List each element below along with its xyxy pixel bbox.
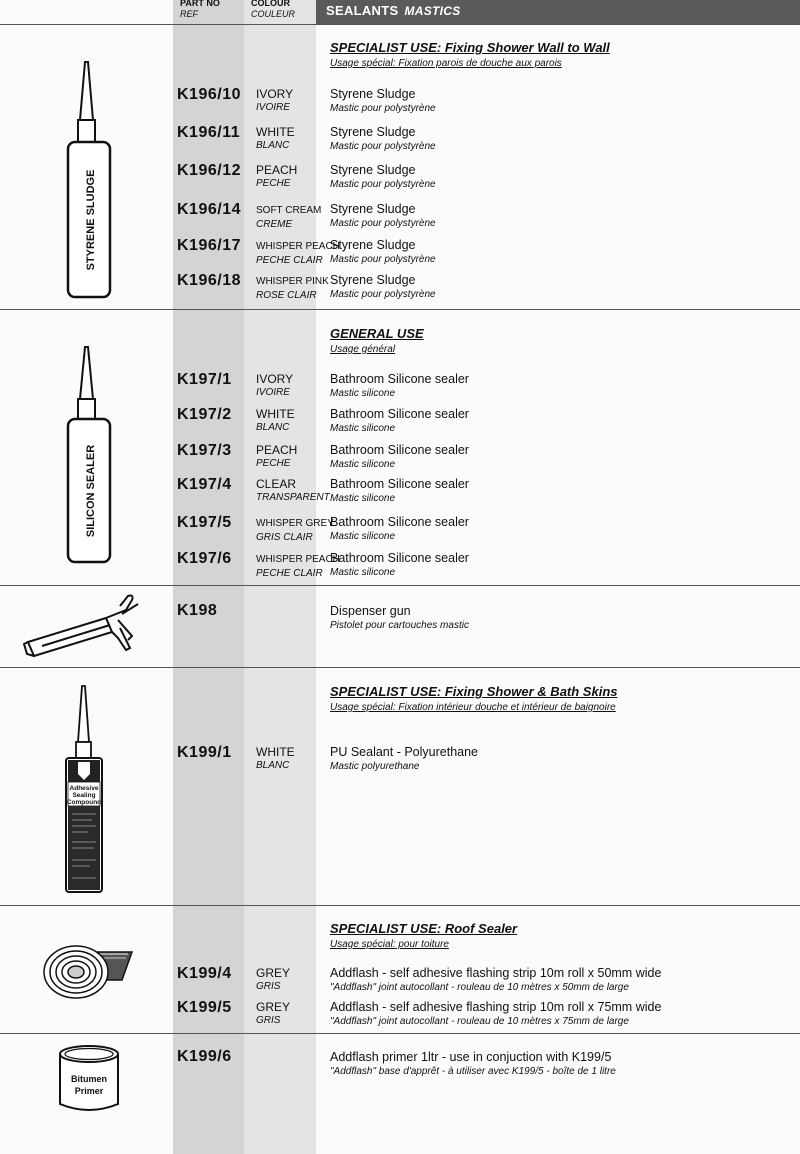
colour-en: IVORY: [256, 87, 294, 101]
colour-cell: [256, 477, 330, 505]
part-number: K199/5: [177, 999, 232, 1016]
colour-cell: [256, 372, 293, 400]
colour-cell: [256, 966, 290, 994]
colour-fr: BLANC: [256, 422, 290, 433]
description-fr: Mastic silicone: [330, 388, 396, 399]
description-fr: Mastic silicone: [330, 493, 396, 504]
description-cell: [330, 125, 436, 153]
description-en: Dispenser gun: [330, 604, 411, 618]
colour-fr: IVOIRE: [256, 102, 290, 113]
colour-label: COLOUR: [251, 0, 290, 8]
part-number: K199/1: [177, 744, 232, 761]
pu-label-line-1: Adhesive: [69, 785, 99, 792]
colour-cell: [256, 202, 321, 232]
table-row: [0, 201, 800, 237]
section-subtitle: Usage spécial: Fixation parois de douche aux parois: [330, 58, 562, 69]
table-row: [0, 744, 800, 780]
colour-header: [244, 0, 316, 24]
description-en: Addflash primer 1ltr - use in conjuction with K199/5: [330, 1050, 612, 1064]
description-en: Bathroom Silicone sealer: [330, 515, 469, 529]
description-fr: "Addflash" joint autocollant - rouleau de 10 mètres x 50mm de large: [330, 982, 629, 993]
part-number: K196/10: [177, 86, 241, 103]
colour-fr: GRIS CLAIR: [256, 532, 313, 543]
description-en: Addflash - self adhesive flashing strip 10m roll x 75mm wide: [330, 1000, 662, 1014]
colour-fr: TRANSPARENT: [256, 492, 330, 503]
table-row: [0, 476, 800, 512]
colour-cell: [256, 745, 295, 773]
description-cell: [330, 477, 469, 505]
colour-en: SOFT CREAM: [256, 205, 322, 216]
description-en: Styrene Sludge: [330, 125, 416, 139]
part-number: K199/4: [177, 965, 232, 982]
table-row: [0, 442, 800, 478]
colour-fr: GRIS: [256, 981, 281, 992]
pu-label-line-2: Sealing: [72, 792, 96, 799]
part-number: K198: [177, 602, 218, 619]
description-fr: Mastic silicone: [330, 423, 396, 434]
description-fr: Mastic silicone: [330, 567, 396, 578]
description-en: Bathroom Silicone sealer: [330, 443, 469, 457]
colour-cell: [256, 407, 295, 435]
section-subtitle: Usage spécial: Fixation intérieur douche et intérieur de baignoire: [330, 702, 616, 713]
table-row: [0, 162, 800, 198]
pu-label-line-3: Compound: [66, 799, 102, 806]
description-en: Styrene Sludge: [330, 238, 416, 252]
part-number: K197/4: [177, 476, 232, 493]
colour-cell: [256, 125, 295, 153]
part-number: K199/6: [177, 1048, 232, 1065]
section-title: SPECIALIST USE: Fixing Shower & Bath Skins: [330, 684, 618, 699]
description-en: Styrene Sludge: [330, 202, 416, 216]
colour-en: WHISPER PINK: [256, 276, 329, 287]
section-divider: [0, 905, 800, 906]
description-cell: [330, 966, 661, 994]
part-no-header: [173, 0, 244, 24]
description-en: Bathroom Silicone sealer: [330, 477, 469, 491]
description-cell: [330, 1000, 661, 1028]
colour-en: WHITE: [256, 407, 295, 421]
table-row: [0, 514, 800, 550]
part-number: K197/5: [177, 514, 232, 531]
colour-en: CLEAR: [256, 477, 297, 491]
category-header: [316, 0, 800, 24]
table-row: [0, 965, 800, 1001]
description-en: Addflash - self adhesive flashing strip 10m roll x 50mm wide: [330, 966, 662, 980]
category-title: [326, 3, 461, 18]
description-cell: [330, 515, 469, 543]
part-number: K196/17: [177, 237, 241, 254]
description-cell: [330, 87, 436, 115]
primer-label-line-1: Bitumen: [71, 1074, 107, 1084]
colour-en: WHISPER PEACH: [256, 554, 340, 565]
description-cell: [330, 745, 478, 773]
colour-fr: ROSE CLAIR: [256, 290, 317, 301]
section-divider: [0, 24, 800, 25]
colour-fr: CREME: [256, 219, 293, 230]
description-fr: Mastic pour polystyrène: [330, 141, 436, 152]
description-cell: [330, 551, 469, 579]
part-number: K196/11: [177, 124, 241, 141]
colour-fr: PECHE: [256, 178, 291, 189]
section-subtitle: Usage général: [330, 344, 396, 355]
description-fr: Mastic pour polystyrène: [330, 179, 436, 190]
table-row: [0, 371, 800, 407]
description-cell: [330, 163, 436, 191]
colour-cell: [256, 515, 334, 545]
description-cell: [330, 238, 436, 266]
section-title: GENERAL USE: [330, 326, 424, 341]
description-fr: "Addflash" joint autocollant - rouleau de 10 mètres x 75mm de large: [330, 1016, 629, 1027]
description-en: Styrene Sludge: [330, 273, 416, 287]
colour-cell: [256, 443, 297, 471]
table-row: [0, 237, 800, 273]
description-en: Bathroom Silicone sealer: [330, 372, 469, 386]
colour-en: GREY: [256, 966, 291, 980]
colour-cell: [256, 163, 297, 191]
colour-en: PEACH: [256, 163, 298, 177]
colour-en: WHISPER GREY: [256, 518, 334, 529]
description-fr: Mastic pour polystyrène: [330, 218, 436, 229]
description-cell: [330, 372, 469, 400]
category-title-fr: MASTICS: [404, 4, 461, 18]
part-number: K197/2: [177, 406, 232, 423]
table-row: [0, 602, 800, 638]
description-cell: [330, 202, 436, 230]
colour-fr: BLANC: [256, 140, 290, 151]
colour-en: WHITE: [256, 125, 295, 139]
description-fr: Mastic silicone: [330, 531, 396, 542]
description-en: Bathroom Silicone sealer: [330, 551, 469, 565]
colour-fr: PECHE CLAIR: [256, 255, 323, 266]
description-en: Styrene Sludge: [330, 163, 416, 177]
part-number: K197/3: [177, 442, 232, 459]
table-row: [0, 550, 800, 586]
section-subtitle: Usage spécial: pour toiture: [330, 939, 449, 950]
part-number: K196/12: [177, 162, 241, 179]
description-fr: Mastic pour polystyrène: [330, 254, 436, 265]
colour-fr: GRIS: [256, 1015, 281, 1026]
couleur-label: COULEUR: [251, 9, 296, 19]
description-en: Styrene Sludge: [330, 87, 416, 101]
description-cell: [330, 407, 469, 435]
colour-fr: IVOIRE: [256, 387, 290, 398]
colour-fr: BLANC: [256, 760, 290, 771]
description-fr: Mastic pour polystyrène: [330, 103, 436, 114]
pu-sealant-tube-icon: [58, 684, 114, 896]
colour-en: WHISPER PEACH: [256, 241, 340, 252]
colour-fr: PECHE CLAIR: [256, 568, 323, 579]
part-number: K197/6: [177, 550, 232, 567]
colour-cell: [256, 238, 340, 268]
description-en: PU Sealant - Polyurethane: [330, 745, 479, 759]
section-title: SPECIALIST USE: Fixing Shower Wall to Wall: [330, 40, 610, 55]
table-row: [0, 406, 800, 442]
primer-label-line-2: Primer: [74, 1086, 104, 1096]
colour-cell: [256, 273, 329, 303]
colour-cell: [256, 551, 340, 581]
colour-en: WHITE: [256, 745, 295, 759]
silicon-tube-label: SILICON SEALER: [85, 444, 97, 538]
section-title: SPECIALIST USE: Roof Sealer: [330, 921, 518, 936]
description-fr: Mastic silicone: [330, 459, 396, 470]
description-cell: [330, 1050, 616, 1078]
colour-en: PEACH: [256, 443, 298, 457]
part-number: K196/18: [177, 272, 241, 289]
part-no-label: PART NO: [180, 0, 220, 8]
part-number: K197/1: [177, 371, 232, 388]
colour-cell: [256, 1000, 290, 1028]
description-fr: Pistolet pour cartouches mastic: [330, 620, 469, 631]
ref-label: REF: [180, 9, 198, 19]
description-fr: Mastic pour polystyrène: [330, 289, 436, 300]
description-cell: [330, 604, 469, 632]
description-cell: [330, 443, 469, 471]
section-divider: [0, 309, 800, 310]
description-en: Bathroom Silicone sealer: [330, 407, 469, 421]
description-fr: Mastic polyurethane: [330, 761, 420, 772]
part-number: K196/14: [177, 201, 241, 218]
table-row: [0, 86, 800, 122]
section-divider: [0, 667, 800, 668]
styrene-tube-label: STYRENE SLUDGE: [85, 169, 97, 271]
table-row: [0, 999, 800, 1035]
description-cell: [330, 273, 436, 301]
colour-fr: PECHE: [256, 458, 291, 469]
colour-en: IVORY: [256, 372, 294, 386]
colour-en: GREY: [256, 1000, 291, 1014]
category-title-en: SEALANTS: [326, 3, 399, 18]
table-row: [0, 1048, 800, 1084]
table-row: [0, 272, 800, 308]
colour-cell: [256, 87, 293, 115]
description-fr: "Addflash" base d'apprêt - à utiliser avec K199/5 - boîte de 1 litre: [330, 1066, 616, 1077]
table-row: [0, 124, 800, 160]
